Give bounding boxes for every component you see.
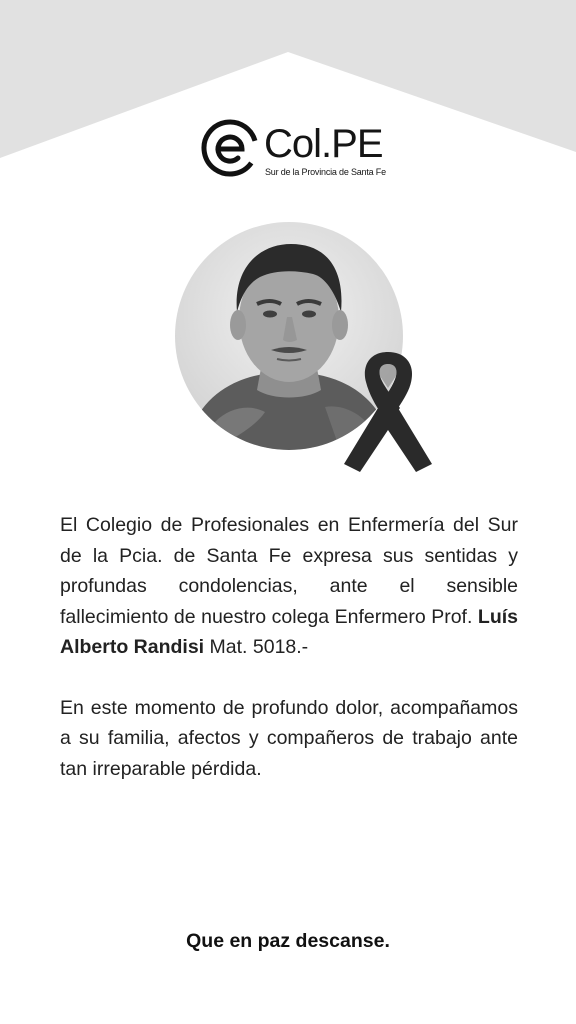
logo-brand-text: Col.PE [264,122,383,166]
support-paragraph: En este momento de profundo dolor, acompañamos a su familia, afectos y compañeros de trabajo ante tan irreparable pérdida. [60,696,518,780]
deceased-name: Luís Alberto Randisi [60,605,519,658]
colpe-e-logo-icon [198,116,262,180]
mourning-ribbon-icon [338,346,438,476]
closing-phrase: Que en paz descanse. [186,930,390,952]
condolence-message [60,510,518,784]
condolence-paragraph [60,510,518,663]
colpe-logo [198,116,398,180]
logo-subtitle: Sur de la Provincia de Santa Fe [265,167,386,177]
registration-number: Mat. 5018.- [209,636,309,658]
paragraph-intro: El Colegio de Profesionales en Enfermería del Sur de la Pcia. de Santa Fe expresa sus sentidas y profundas condolencias, ante el sensible fallecimiento de nuestro colega Enfermero Prof. [60,514,518,628]
